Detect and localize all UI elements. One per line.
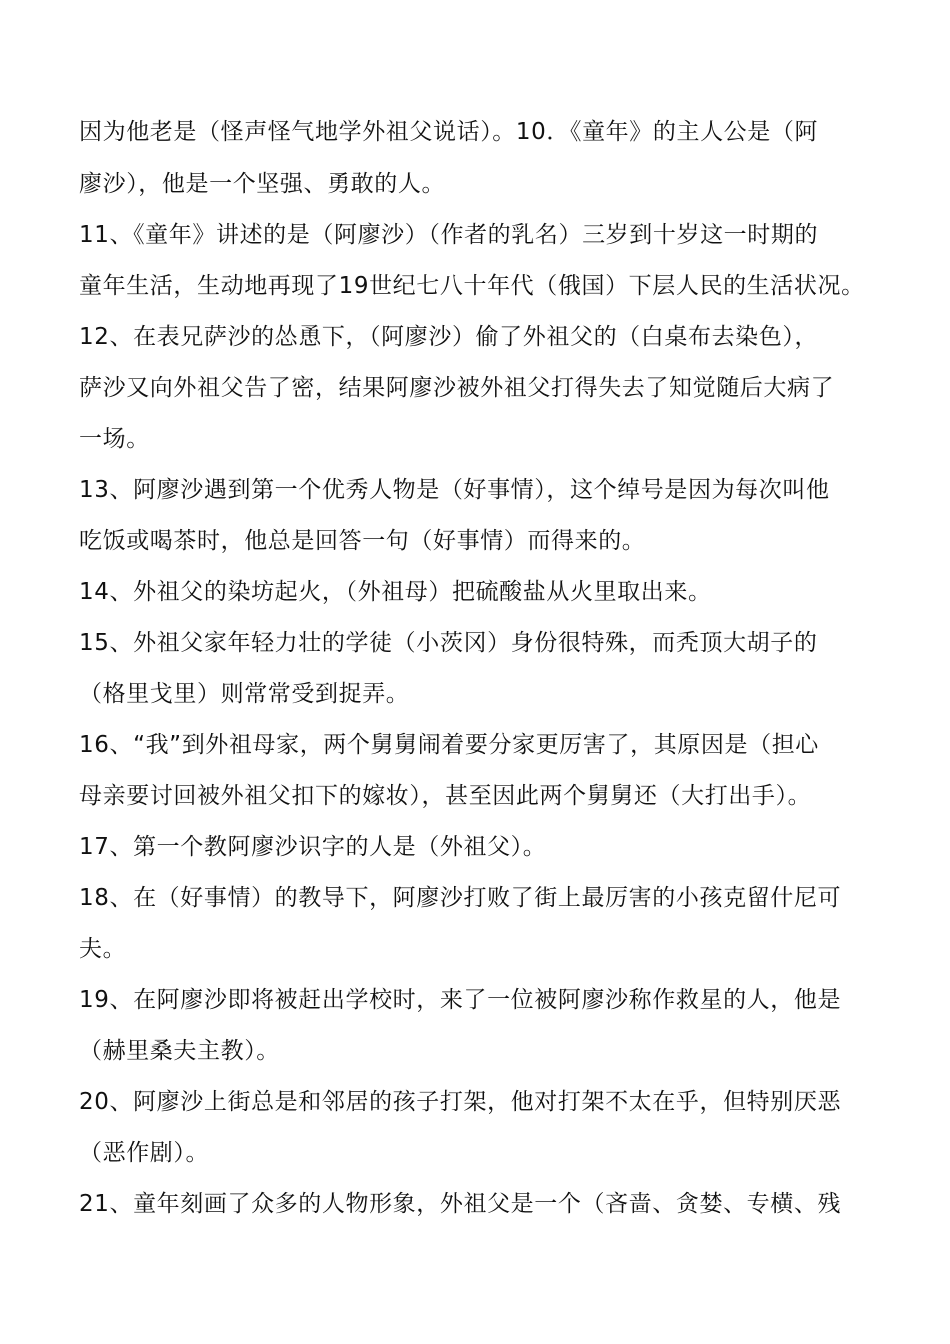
text-line: 萨沙又向外祖父告了密，结果阿廖沙被外祖父打得失去了知觉随后大病了 [79, 375, 835, 401]
text-line: 18、在（好事情）的教导下，阿廖沙打败了街上最厉害的小孩克留什尼可 [79, 885, 842, 911]
text-line: 母亲要讨回被外祖父扣下的嫁妆），甚至因此两个舅舅还（大打出手）。 [79, 783, 812, 809]
text-line: 14、外祖父的染坊起火，（外祖母）把硫酸盐从火里取出来。 [79, 579, 712, 605]
text-line: 12、在表兄萨沙的怂恿下，（阿廖沙）偷了外祖父的（白桌布去染色）， [79, 324, 819, 350]
text-line: 20、阿廖沙上街总是和邻居的孩子打架，他对打架不太在乎，但特别厌恶 [79, 1089, 842, 1115]
text-line: 一场。 [79, 426, 150, 452]
text-line: 童年生活，生动地再现了19世纪七八十年代（俄国）下层人民的生活状况。 [79, 273, 865, 299]
text-line: 15、外祖父家年轻力壮的学徒（小茨冈）身份很特殊，而秃顶大胡子的 [79, 630, 818, 656]
text-line: 16、“我”到外祖母家，两个舅舅闹着要分家更厉害了，其原因是（担心 [79, 732, 819, 758]
text-line: 因为他老是（怪声怪气地学外祖父说话）。10．《童年》的主人公是（阿 [79, 119, 819, 145]
text-line: （格里戈里）则常常受到捉弄。 [79, 681, 410, 707]
text-line: 夫。 [79, 936, 127, 962]
text-line: 11、《童年》讲述的是（阿廖沙）（作者的乳名）三岁到十岁这一时期的 [79, 222, 819, 248]
text-line: 19、在阿廖沙即将被赶出学校时，来了一位被阿廖沙称作救星的人，他是 [79, 987, 842, 1013]
text-line: 21、童年刻画了众多的人物形象，外祖父是一个（吝啬、贪婪、专横、残 [79, 1191, 842, 1217]
text-line: （恶作剧）。 [79, 1140, 210, 1166]
text-line: 吃饭或喝茶时，他总是回答一句（好事情）而得来的。 [79, 528, 646, 554]
text-line: （赫里桑夫主教）。 [79, 1038, 280, 1064]
text-line: 17、第一个教阿廖沙识字的人是（外祖父）。 [79, 834, 547, 860]
text-line: 13、阿廖沙遇到第一个优秀人物是（好事情），这个绰号是因为每次叫他 [79, 477, 830, 503]
text-line: 廖沙），他是一个坚强、勇敢的人。 [79, 171, 446, 197]
